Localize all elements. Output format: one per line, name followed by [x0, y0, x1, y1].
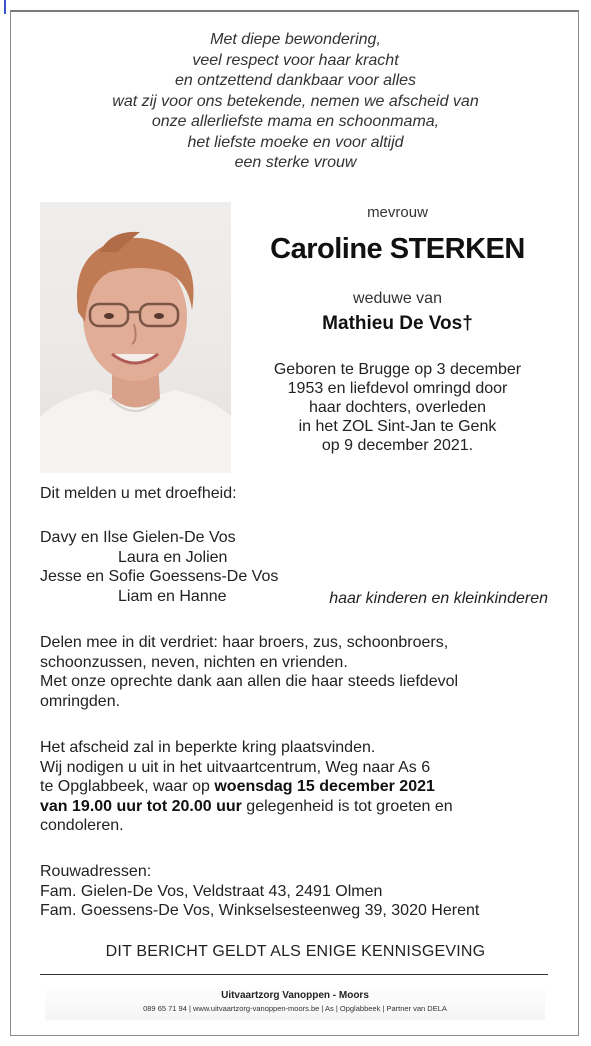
family-line: Liam en Hanne: [118, 587, 227, 605]
farewell-line: [40, 797, 453, 817]
poem-line: en ontzettend dankbaar voor alles: [174, 72, 417, 89]
birth-death-info: [245, 360, 550, 455]
farewell-text: gelegenheid is tot groeten en: [241, 797, 453, 815]
divider: [40, 974, 548, 975]
address-line: Fam. Goessens-De Vos, Winkselsesteenweg 39, 3020 Herent: [40, 902, 480, 919]
farewell-line: condoleren.: [40, 817, 124, 834]
family-list: [40, 528, 278, 606]
share-line: Delen mee in dit verdriet: haar broers, zus, schoonbroers,: [40, 634, 449, 651]
address-line: Fam. Gielen-De Vos, Veldstraat 43, 2491 Olmen: [40, 882, 383, 900]
share-paragraph: [40, 633, 458, 711]
family-line: Jesse en Sofie Goessens-De Vos: [40, 568, 279, 585]
funeral-home-name: Uitvaartzorg Vanoppen - Moors: [221, 990, 369, 1001]
corner-mark: [4, 0, 6, 14]
birth-death-line: op 9 december 2021.: [321, 437, 474, 454]
birth-death-line: Geboren te Brugge op 3 december: [273, 361, 522, 378]
portrait-photo: [40, 202, 231, 473]
farewell-line: Het afscheid zal in beperkte kring plaatsvinden.: [40, 739, 376, 756]
share-line: schoonzussen, neven, nichten en vrienden.: [40, 653, 348, 671]
share-line: Met onze oprechte dank aan allen die haar steeds liefdevol: [40, 673, 459, 690]
announce-text: Dit melden u met droefheid:: [40, 485, 237, 502]
birth-death-line: in het ZOL Sint-Jan te Genk: [298, 418, 497, 435]
deceased-name: Caroline STERKEN: [270, 233, 525, 265]
spouse-name: Mathieu De Vos†: [322, 313, 473, 334]
deceased-title: mevrouw: [367, 204, 428, 221]
farewell-line: Wij nodigen u uit in het uitvaartcentrum, Weg naar As 6: [40, 758, 431, 776]
family-line: Laura en Jolien: [118, 548, 228, 566]
birth-death-line: haar dochters, overleden: [309, 399, 486, 416]
farewell-text: te Opglabbeek, waar op: [40, 778, 215, 795]
share-line: omringden.: [40, 692, 121, 710]
addresses: [40, 862, 479, 921]
farewell-time: van 19.00 uur tot 20.00 uur: [40, 797, 242, 815]
family-line: Davy en Ilse Gielen-De Vos: [40, 529, 236, 546]
relation-label: weduwe van: [353, 290, 442, 307]
family-role: haar kinderen en kleinkinderen: [329, 590, 548, 607]
poem-line: Met diepe bewondering,: [210, 31, 381, 48]
funeral-home-details: 089 65 71 94 | www.uitvaartzorg-vanoppen-moors.be | As | Opglabbeek | Partner van DELA: [143, 1004, 447, 1013]
notice-text: DIT BERICHT GELDT ALS ENIGE KENNISGEVING: [105, 943, 486, 960]
poem-line: veel respect voor haar kracht: [192, 51, 399, 69]
funeral-home-footer: [45, 984, 545, 1020]
poem-line: een sterke vrouw: [234, 154, 357, 171]
poem-line: onze allerliefste mama en schoonmama,: [151, 113, 440, 130]
farewell-paragraph: [40, 738, 453, 836]
poem-line: het liefste moeke en voor altijd: [187, 133, 404, 151]
farewell-date: woensdag 15 december 2021: [214, 778, 435, 795]
addresses-heading: Rouwadressen:: [40, 863, 152, 880]
farewell-line: [40, 777, 453, 797]
poem-line: wat zij voor ons betekende, nemen we afscheid van: [112, 92, 479, 110]
birth-death-line: 1953 en liefdevol omringd door: [287, 380, 508, 397]
poem: [0, 30, 591, 174]
